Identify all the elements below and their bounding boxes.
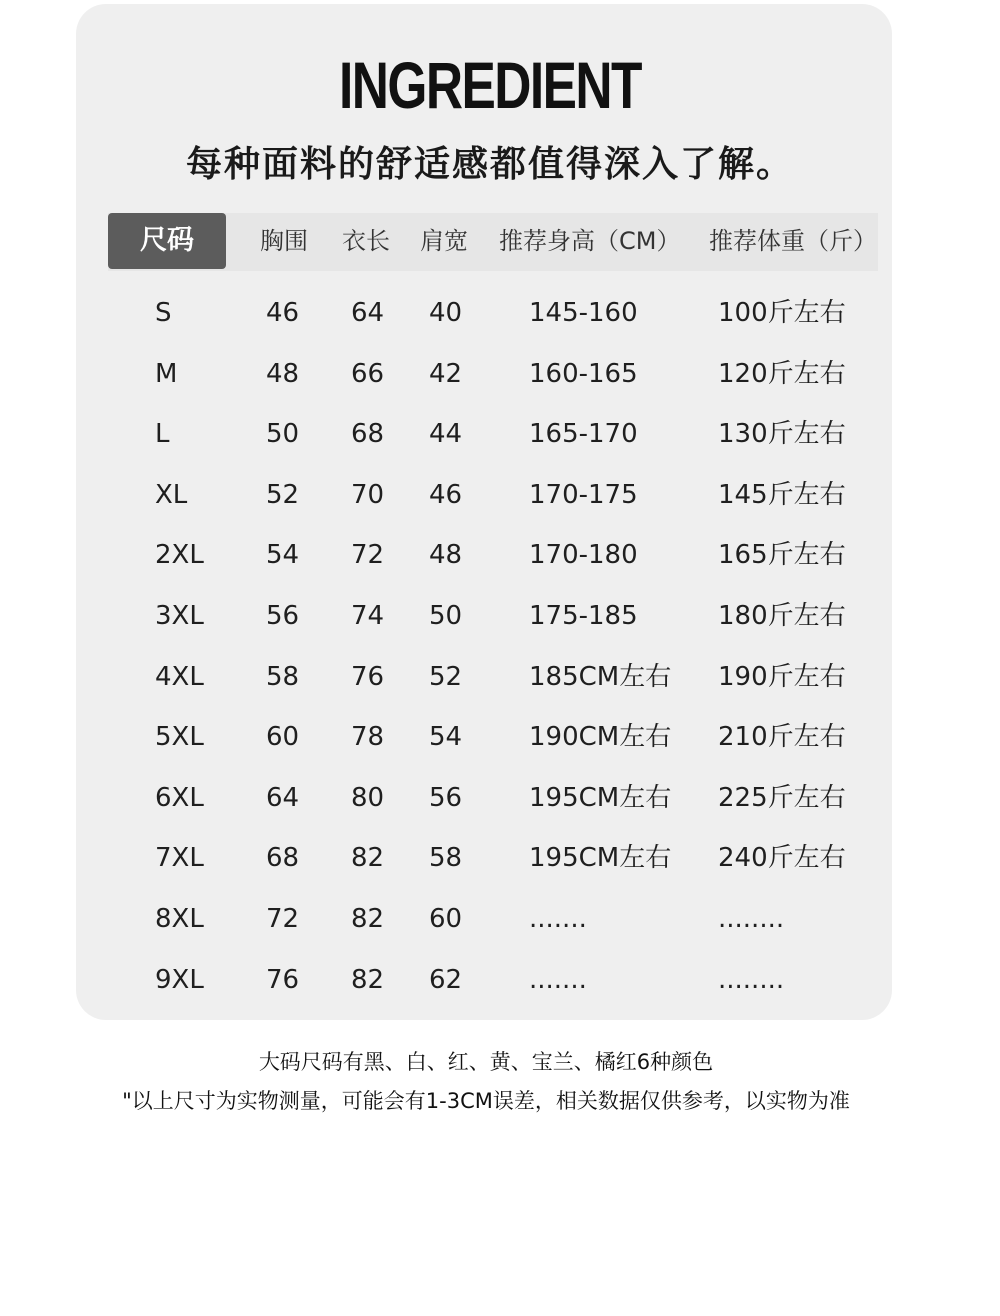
table-row bbox=[0, 657, 1000, 697]
header-shoulder: 肩宽 bbox=[420, 227, 468, 255]
cell-shoulder: 40 bbox=[429, 298, 463, 328]
header-size: 尺码 bbox=[108, 213, 226, 269]
cell-size: 3XL bbox=[155, 601, 204, 631]
cell-chest: 68 bbox=[266, 843, 300, 873]
cell-shoulder: 44 bbox=[429, 419, 463, 449]
cell-size: 2XL bbox=[155, 540, 204, 570]
cell-length: 76 bbox=[351, 662, 385, 692]
cell-height: 170-180 bbox=[529, 540, 638, 570]
table-row bbox=[0, 475, 1000, 515]
cell-shoulder: 60 bbox=[429, 904, 463, 934]
cell-weight: 145斤左右 bbox=[718, 480, 846, 510]
cell-height: ....... bbox=[529, 904, 587, 934]
table-row bbox=[0, 778, 1000, 818]
table-row bbox=[0, 960, 1000, 1000]
cell-weight: 240斤左右 bbox=[718, 843, 846, 873]
cell-size: L bbox=[155, 419, 170, 449]
cell-height: 160-165 bbox=[529, 359, 638, 389]
page-title: INGREDIENT bbox=[339, 48, 641, 122]
cell-shoulder: 42 bbox=[429, 359, 463, 389]
cell-size: 5XL bbox=[155, 722, 204, 752]
cell-size: 7XL bbox=[155, 843, 204, 873]
cell-size: S bbox=[155, 298, 172, 328]
cell-weight: ........ bbox=[718, 965, 785, 995]
cell-size: 6XL bbox=[155, 783, 204, 813]
cell-chest: 72 bbox=[266, 904, 300, 934]
cell-length: 82 bbox=[351, 843, 385, 873]
cell-length: 82 bbox=[351, 965, 385, 995]
table-row bbox=[0, 838, 1000, 878]
cell-length: 72 bbox=[351, 540, 385, 570]
cell-chest: 52 bbox=[266, 480, 300, 510]
header-chest: 胸围 bbox=[260, 227, 308, 255]
header-recommended-height: 推荐身高（CM） bbox=[499, 227, 681, 255]
cell-weight: 210斤左右 bbox=[718, 722, 846, 752]
table-row bbox=[0, 717, 1000, 757]
cell-weight: 165斤左右 bbox=[718, 540, 846, 570]
cell-weight: 130斤左右 bbox=[718, 419, 846, 449]
cell-shoulder: 54 bbox=[429, 722, 463, 752]
cell-length: 80 bbox=[351, 783, 385, 813]
cell-chest: 64 bbox=[266, 783, 300, 813]
cell-weight: 225斤左右 bbox=[718, 783, 846, 813]
table-row bbox=[0, 596, 1000, 636]
cell-height: 175-185 bbox=[529, 601, 638, 631]
cell-height: 190CM左右 bbox=[529, 722, 672, 752]
cell-height: 195CM左右 bbox=[529, 843, 672, 873]
cell-length: 82 bbox=[351, 904, 385, 934]
header-length: 衣长 bbox=[342, 227, 390, 255]
cell-weight: 190斤左右 bbox=[718, 662, 846, 692]
cell-chest: 54 bbox=[266, 540, 300, 570]
cell-height: ....... bbox=[529, 965, 587, 995]
cell-length: 68 bbox=[351, 419, 385, 449]
cell-size: 4XL bbox=[155, 662, 204, 692]
cell-height: 145-160 bbox=[529, 298, 638, 328]
cell-weight: 120斤左右 bbox=[718, 359, 846, 389]
cell-height: 195CM左右 bbox=[529, 783, 672, 813]
cell-chest: 60 bbox=[266, 722, 300, 752]
cell-weight: 100斤左右 bbox=[718, 298, 846, 328]
cell-shoulder: 48 bbox=[429, 540, 463, 570]
measurement-disclaimer: "以上尺寸为实物测量，可能会有1-3CM误差，相关数据仅供参考，以实物为准 bbox=[122, 1089, 850, 1113]
table-row bbox=[0, 414, 1000, 454]
cell-shoulder: 62 bbox=[429, 965, 463, 995]
cell-shoulder: 56 bbox=[429, 783, 463, 813]
cell-chest: 50 bbox=[266, 419, 300, 449]
cell-shoulder: 50 bbox=[429, 601, 463, 631]
header-recommended-weight: 推荐体重（斤） bbox=[709, 227, 877, 255]
cell-height: 165-170 bbox=[529, 419, 638, 449]
cell-shoulder: 58 bbox=[429, 843, 463, 873]
cell-length: 74 bbox=[351, 601, 385, 631]
cell-chest: 58 bbox=[266, 662, 300, 692]
cell-length: 64 bbox=[351, 298, 385, 328]
cell-shoulder: 46 bbox=[429, 480, 463, 510]
cell-length: 66 bbox=[351, 359, 385, 389]
cell-chest: 46 bbox=[266, 298, 300, 328]
table-row bbox=[0, 293, 1000, 333]
cell-length: 70 bbox=[351, 480, 385, 510]
table-row bbox=[0, 899, 1000, 939]
color-note: 大码尺码有黑、白、红、黄、宝兰、橘红6种颜色 bbox=[258, 1050, 714, 1074]
cell-weight: 180斤左右 bbox=[718, 601, 846, 631]
cell-length: 78 bbox=[351, 722, 385, 752]
table-row bbox=[0, 354, 1000, 394]
cell-weight: ........ bbox=[718, 904, 785, 934]
cell-chest: 76 bbox=[266, 965, 300, 995]
table-row bbox=[0, 535, 1000, 575]
cell-chest: 48 bbox=[266, 359, 300, 389]
cell-size: 8XL bbox=[155, 904, 204, 934]
cell-shoulder: 52 bbox=[429, 662, 463, 692]
cell-chest: 56 bbox=[266, 601, 300, 631]
cell-size: XL bbox=[155, 480, 188, 510]
cell-size: M bbox=[155, 359, 178, 389]
cell-size: 9XL bbox=[155, 965, 204, 995]
cell-height: 185CM左右 bbox=[529, 662, 672, 692]
cell-height: 170-175 bbox=[529, 480, 638, 510]
page-subtitle: 每种面料的舒适感都值得深入了解。 bbox=[185, 144, 794, 185]
